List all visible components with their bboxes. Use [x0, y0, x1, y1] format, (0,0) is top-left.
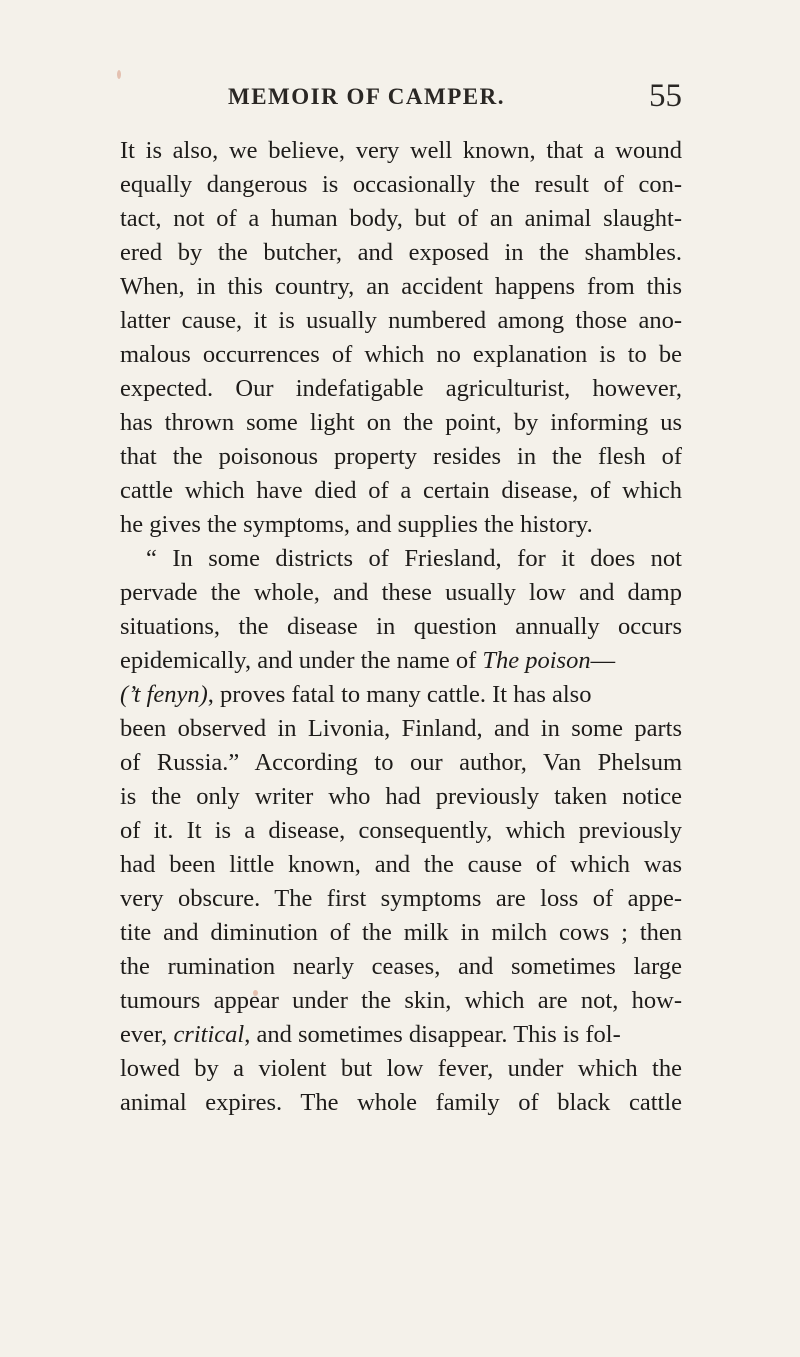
text-line: situations, the disease in question annually occurs — [120, 613, 682, 640]
text-line: been observed in Livonia, Finland, and in some parts — [120, 715, 682, 742]
text-line: very obscure. The first symptoms are loss of appe- — [120, 885, 682, 912]
text-line: latter cause, it is usually numbered among those ano- — [120, 307, 682, 334]
italic-segment: The poison — [482, 647, 591, 674]
text-line: lowed by a violent but low fever, under which the — [120, 1055, 682, 1082]
text-line: animal expires. The whole family of black cattle — [120, 1089, 682, 1116]
text-line: tact, not of a human body, but of an animal slaught- — [120, 205, 682, 232]
text-segment: , proves fatal to many cattle. It has also — [207, 681, 592, 708]
text-line: of Russia.” According to our author, Van Phelsum — [120, 749, 682, 776]
text-line: is the only writer who had previously taken notice — [120, 783, 682, 810]
ink-blot — [117, 70, 121, 79]
text-line-mixed — [120, 644, 682, 678]
text-line: that the poisonous property resides in the flesh of — [120, 443, 682, 470]
text-line: malous occurrences of which no explanation is to be — [120, 341, 682, 368]
text-line: tumours appear under the skin, which are not, how- — [120, 987, 682, 1014]
text-line-mixed — [120, 678, 682, 712]
text-segment: ever, — [120, 1021, 168, 1048]
text-line: has thrown some light on the point, by informing us — [120, 409, 682, 436]
text-line: he gives the symptoms, and supplies the history. — [120, 511, 593, 538]
text-segment: , and sometimes disappear. This is fol- — [244, 1021, 621, 1048]
text-line: pervade the whole, and these usually low and damp — [120, 579, 682, 606]
page-number: 55 — [649, 78, 682, 114]
text-segment: epidemically, and under the name of — [120, 647, 477, 674]
body-text — [120, 134, 682, 1120]
italic-segment: critical — [173, 1021, 245, 1048]
text-line: had been little known, and the cause of which was — [120, 851, 682, 878]
running-title: MEMOIR OF CAMPER. — [228, 84, 505, 109]
text-line: equally dangerous is occasionally the result of con- — [120, 171, 682, 198]
text-line: ered by the butcher, and exposed in the shambles. — [120, 239, 682, 266]
running-head — [228, 78, 682, 124]
text-line: the rumination nearly ceases, and sometimes large — [120, 953, 682, 980]
text-line: When, in this country, an accident happens from this — [120, 273, 682, 300]
text-line: expected. Our indefatigable agriculturist, however, — [120, 375, 682, 402]
text-line: It is also, we believe, very well known, that a wound — [120, 137, 682, 164]
text-line: tite and diminution of the milk in milch cows ; then — [120, 919, 682, 946]
dash-segment: — — [590, 647, 616, 674]
text-line: “ In some districts of Friesland, for it does not — [146, 545, 682, 572]
italic-segment: (’t fenyn) — [120, 681, 208, 708]
text-line-mixed — [120, 1018, 682, 1052]
text-line: of it. It is a disease, consequently, which previously — [120, 817, 682, 844]
text-line: cattle which have died of a certain disease, of which — [120, 477, 682, 504]
